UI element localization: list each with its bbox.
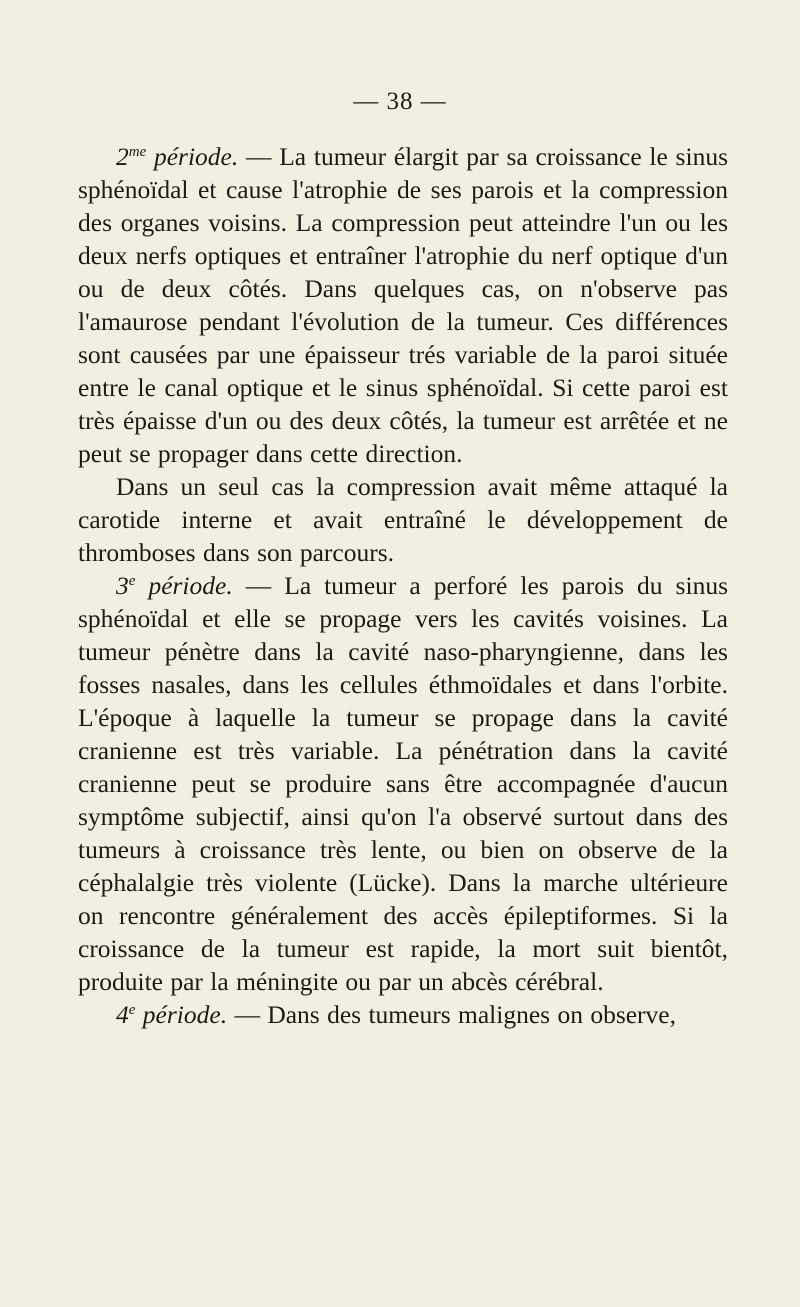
paragraph-text: — La tumeur élargit par sa croissance le sinus sphénoïdal et cause l'atrophie de ses parois et la compression des organes voisins. La compression peut atteindre l'un ou les deux nerfs optiques et entraîner l'atrophie du nerf optique d'un ou de deux côtés. Dans quelques cas, on n'observe pas l'amaurose pendant l'évolution de la tumeur. Ces différences sont causées par une épaisseur trés variable de la paroi située entre le canal optique et le sinus sphénoïdal. Si cette paroi est très épaisse d'un ou des deux côtés, la tumeur est arrêtée et ne peut se propager dans cette direction. [78, 142, 728, 468]
period-3-heading: 3e période. [116, 571, 233, 600]
paragraph-thrombosis [78, 470, 728, 569]
paragraph-period-2 [78, 140, 728, 470]
period-4-heading: 4e période. [116, 1000, 228, 1029]
paragraph-text: — La tumeur a perforé les parois du sinus sphénoïdal et elle se propage vers les cavités voisines. La tumeur pénètre dans la cavité naso-pharyngienne, dans les fosses nasales, dans les cellules éthmoïdales et dans l'orbite. L'époque à laquelle la tumeur se propage dans la cavité cranienne est très variable. La pénétration dans la cavité cranienne peut se produire sans être accompagnée d'aucun symptôme subjectif, ainsi qu'on l'a observé surtout dans des tumeurs à croissance très lente, ou bien on observe de la céphalalgie très violente (Lücke). Dans la marche ultérieure on rencontre généralement des accès épileptiformes. Si la croissance de la tumeur est rapide, la mort suit bientôt, produite par la méningite ou par un abcès cérébral. [78, 571, 728, 996]
paragraph-period-4 [78, 998, 728, 1031]
paragraph-text: Dans un seul cas la compression avait même attaqué la carotide interne et avait entraîné le développement de thromboses dans son parcours. [78, 472, 728, 567]
body-text [78, 140, 728, 1031]
paragraph-period-3 [78, 569, 728, 998]
period-2-heading: $2^{me}$ période. [116, 142, 239, 171]
page-number: — 38 — [353, 88, 447, 115]
paragraph-text: — Dans des tumeurs malignes on observe, [227, 1000, 676, 1029]
